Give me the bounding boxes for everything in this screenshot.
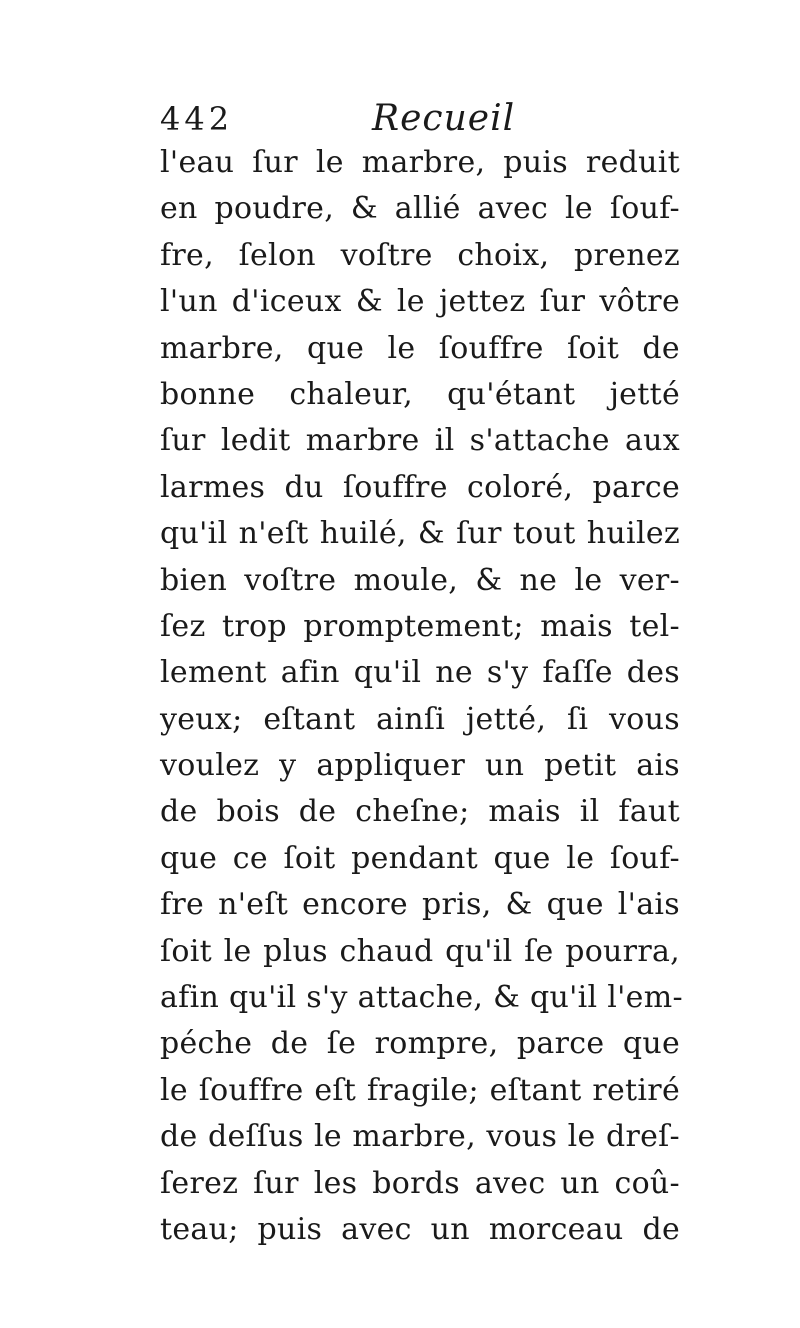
text-line: le ſouffre eſt fragile; eſtant retiré — [160, 1072, 680, 1108]
text-line: marbre, que le ſouffre ſoit de — [160, 330, 680, 366]
text-line: l'un d'iceux & le jettez ſur vôtre — [160, 284, 680, 320]
text-line: ſoit le plus chaud qu'il ſe pourra, — [160, 933, 680, 969]
text-line: voulez y appliquer un petit ais — [160, 748, 680, 784]
body-text — [160, 140, 683, 1253]
text-line: fre n'eſt encore pris, & que l'ais — [160, 887, 680, 923]
text-line: ſerez ſur les bords avec un coû- — [160, 1165, 680, 1201]
text-line: l'eau ſur le marbre, puis reduit — [160, 145, 680, 180]
text-line: larmes du ſouffre coloré, parce — [160, 469, 680, 505]
page-number: 442 — [160, 100, 234, 138]
text-line: bien voſtre moule, & ne le ver- — [160, 562, 680, 598]
text-line: ſez trop promptement; mais tel- — [160, 608, 680, 644]
text-line: qu'il n'eſt huilé, & ſur tout huilez — [160, 516, 680, 552]
text-line: afin qu'il s'y attache, & qu'il l'em- — [160, 980, 683, 1016]
text-line: ſur ledit marbre il s'attache aux — [160, 423, 680, 459]
text-line: que ce ſoit pendant que le ſouf- — [160, 840, 680, 876]
running-title: Recueil — [372, 98, 516, 139]
text-line: lement afin qu'il ne s'y faſſe des — [160, 655, 680, 691]
text-line: de deſſus le marbre, vous le dreſ- — [160, 1119, 680, 1155]
running-head — [160, 94, 680, 144]
text-line: bonne chaleur, qu'étant jetté — [160, 376, 680, 412]
text-line: péche de ſe rompre, parce que — [160, 1026, 680, 1062]
text-line: en poudre, & allié avec le ſouf- — [160, 191, 680, 227]
text-line: fre, ſelon voſtre choix, prenez — [160, 237, 680, 273]
text-line: yeux; eſtant ainſi jetté, ſi vous — [160, 701, 680, 737]
text-line: de bois de cheſne; mais il faut — [160, 794, 680, 830]
text-line: teau; puis avec un morceau de — [160, 1211, 680, 1247]
